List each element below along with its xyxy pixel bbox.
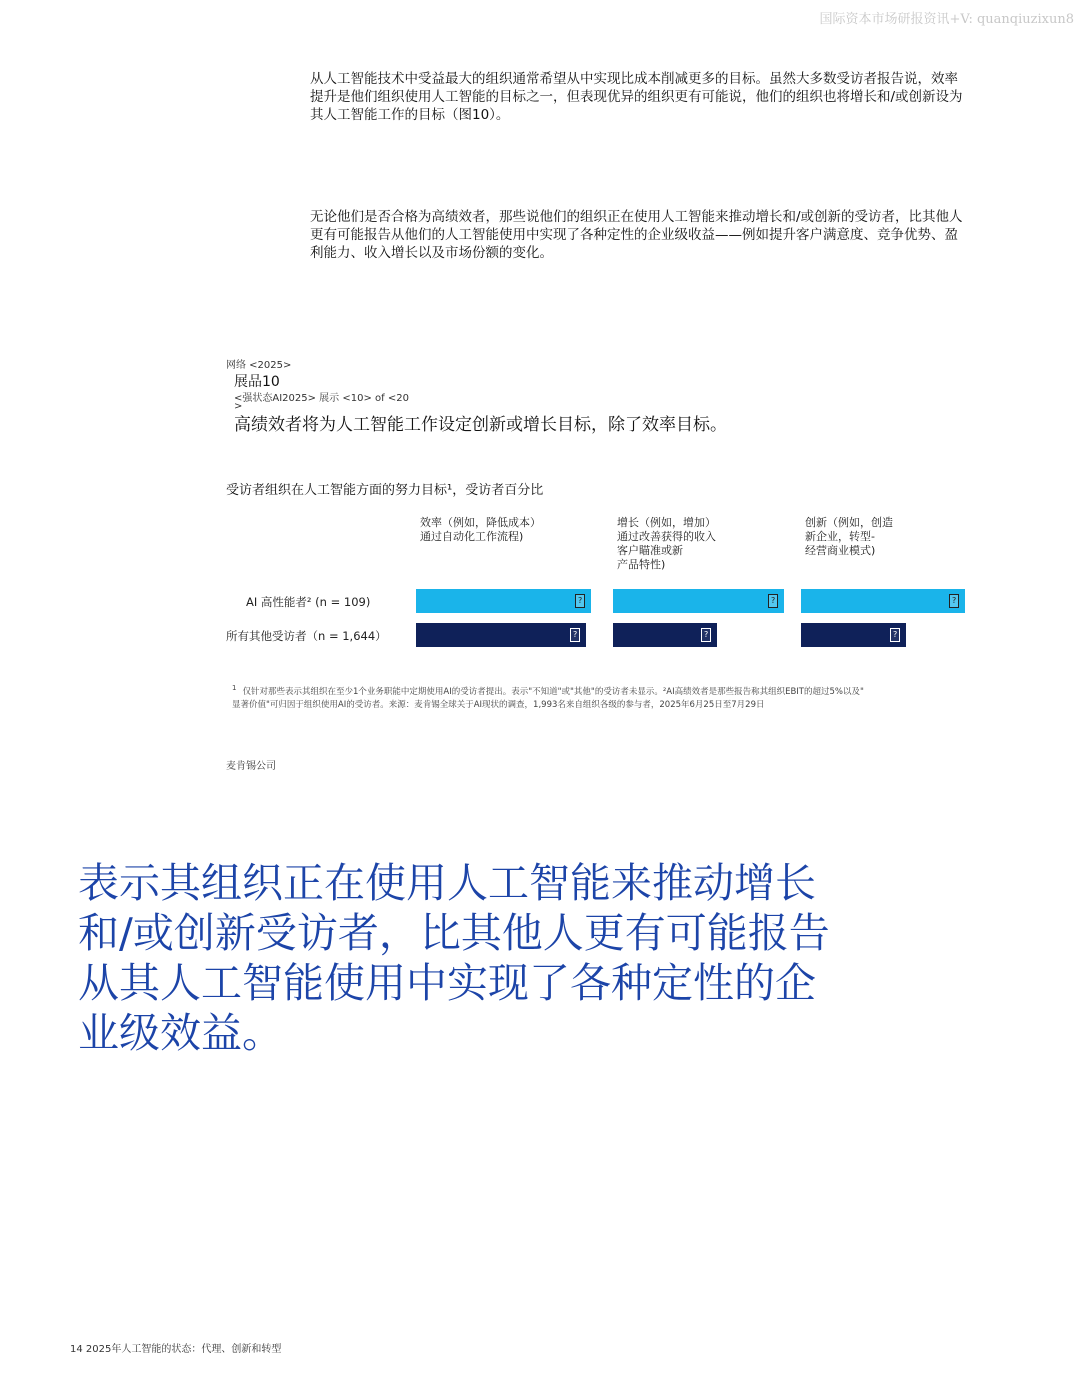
chart-subtitle: 受访者组织在人工智能方面的努力目标¹，受访者百分比 (226, 483, 544, 498)
category-label-line: 通过改善获得的收入 (617, 530, 716, 543)
bar (416, 623, 586, 647)
category-label (420, 516, 580, 544)
bar-value-label: ? (701, 628, 711, 642)
pull-quote-line: 表示其组织正在使用人工智能来推动增长 (78, 859, 816, 907)
footnote-marker: 1 (232, 684, 237, 692)
exhibit-meta: <强状态AI2025> 展示 <10> of <20 (234, 393, 409, 404)
category-label-line: 增长（例如，增加） (617, 516, 716, 529)
footnote (232, 682, 972, 712)
paragraph-text: 无论他们是否合格为高绩效者，那些说他们的组织正在使用人工智能来推动增长和/或创新的受访者，比其他人更有可能报告从他们的人工智能使用中实现了各种定性的企业级收益——例如提升客户满意度、竞争优势、盈利能力、收入增长以及市场份额的变化。 (310, 209, 963, 261)
page-footer: 14 2025年人工智能的状态：代理、创新和转型 (70, 1344, 282, 1355)
bar-value-label: ? (575, 594, 585, 608)
exhibit-headline: 高绩效者将为人工智能工作设定创新或增长目标，除了效率目标。 (234, 415, 727, 435)
paragraph-text: 从人工智能技术中受益最大的组织通常希望从中实现比成本削减更多的目标。虽然大多数受访者报告说，效率提升是他们组织使用人工智能的目标之一，但表现优异的组织更有可能说，他们的组织也将增长和/或创新设为其人工智能工作的目标（图10）。 (310, 71, 963, 123)
bar-value-label: ? (570, 628, 580, 642)
category-label-line: 经营商业模式) (805, 544, 876, 557)
exhibit-tag: 网络 <2025> (226, 360, 292, 371)
series-label: 所有其他受访者（n = 1,644） (226, 629, 387, 643)
footnote-line-2: 显著价值"可归因于组织使用AI的受访者。来源：麦肯锡全球关于AI现状的调查，1,993名来自组织各级的参与者，2025年6月25日至7月29日 (232, 699, 765, 710)
category-label-line: 客户瞄准或新 (617, 544, 683, 557)
bar (416, 589, 591, 613)
body-paragraph-2 (310, 208, 970, 262)
bar (801, 589, 965, 613)
category-label-line: 通过自动化工作流程) (420, 530, 524, 543)
category-label-line: 效率（例如，降低成本） (420, 516, 541, 529)
bar-value-label: ? (768, 594, 778, 608)
exhibit-number: 展品10 (234, 374, 280, 390)
category-label-line: 新企业，转型- (805, 530, 875, 543)
footnote-line-1 (232, 682, 972, 699)
bar (613, 623, 717, 647)
pull-quote-line: 从其人工智能使用中实现了各种定性的企 (78, 959, 816, 1007)
company-name: 麦肯锡公司 (226, 761, 276, 772)
exhibit-meta-tail: > (234, 401, 243, 412)
pull-quote-line: 和/或创新受访者，比其他人更有可能报告 (78, 909, 830, 957)
pull-quote (78, 858, 908, 1058)
category-label (805, 516, 965, 558)
bar (801, 623, 906, 647)
bar-value-label: ? (949, 594, 959, 608)
watermark-text: 国际资本市场研报资讯+V: quanqiuzixun8 (819, 12, 1074, 27)
category-label-line: 产品特性) (617, 558, 666, 571)
series-label: AI 高性能者² (n = 109) (246, 595, 371, 609)
footnote-text-1: 仅针对那些表示其组织在至少1个业务职能中定期使用AI的受访者提出。表示"不知道"或"其他"的受访者未显示。²AI高绩效者是那些报告称其组织EBIT的超过5%以及" (242, 686, 864, 697)
bar (613, 589, 784, 613)
bar-value-label: ? (890, 628, 900, 642)
body-paragraph-1 (310, 70, 970, 124)
category-label-line: 创新（例如，创造 (805, 516, 893, 529)
category-label (617, 516, 777, 572)
pull-quote-line: 业级效益。 (78, 1009, 283, 1057)
